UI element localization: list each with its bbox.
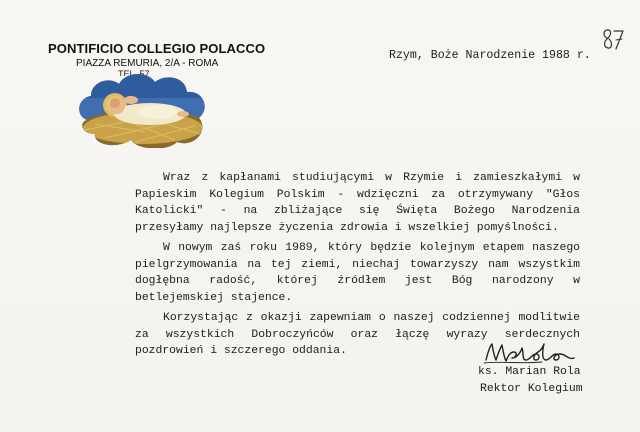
handwritten-signature [482,340,578,366]
body-paragraph: Korzystając z okazji zapewniam o naszej codziennej modlitwie za wszystkich Dobroczyńców oraz łączę wyrazy serdecznych pozdrowień i szczerego oddania. [135,312,580,357]
signer-block [478,364,583,398]
signer-title: Rektor Kolegium [480,383,583,395]
handwritten-archive-number [600,26,626,52]
place-and-date: Rzym, Boże Narodzenie 1988 r. [389,49,591,62]
letter-body [135,170,580,360]
body-paragraph: Wraz z kapłanami studiującymi w Rzymie i zamieszkałymi w Papieskim Kolegium Polskim - wdzięczni za otrzymywany "Głos Katolicki" - na zbliżające się Święta Bożego Narodzenia przesyłamy najlepsze życzenia zdrowia i wszelkiej pomyślności. [135,172,580,234]
institution-name: PONTIFICIO COLLEGIO POLACCO [48,41,266,56]
signer-name: ks. Marian Rola [478,366,581,378]
nativity-image [75,68,210,148]
institution-phone: TEL. 57 [118,70,150,76]
institution-address: PIAZZA REMURIA, 2/A - ROMA [76,58,219,69]
body-paragraph: W nowym zaś roku 1989, który będzie kolejnym etapem naszego pielgrzymowania na tej ziemi, niechaj towarzyszy nam wszystkim dogłębna radość, której źródłem jest Bóg narodzony w betlejemskiej stajence. [135,242,580,304]
